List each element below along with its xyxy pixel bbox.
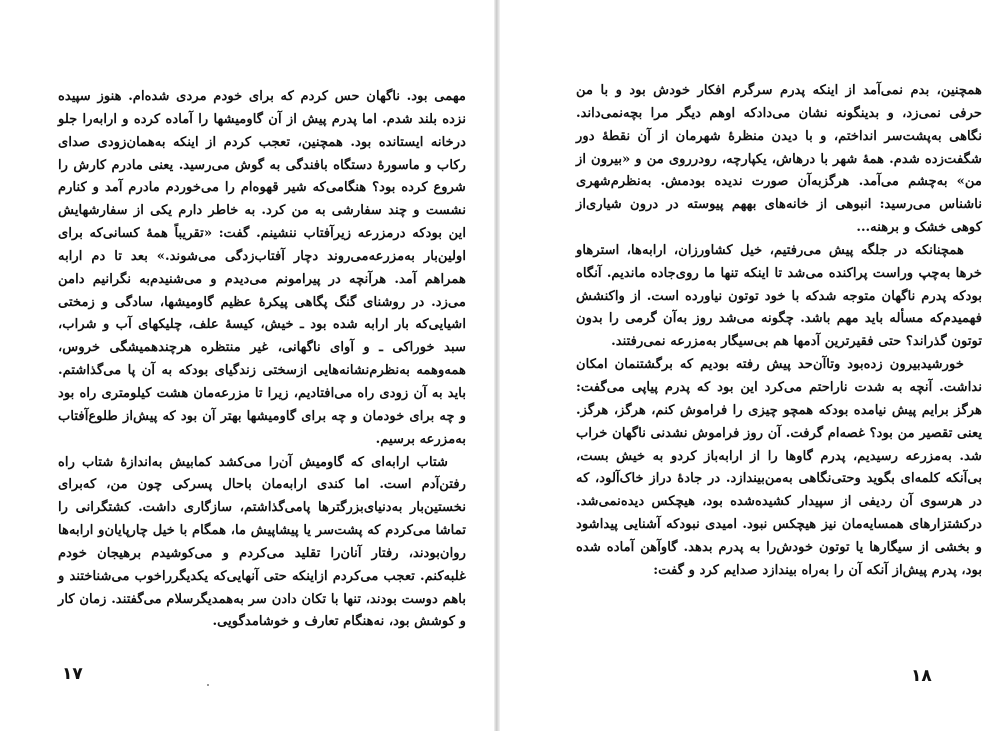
left-page	[0, 0, 494, 731]
page-number-right: ۱۸	[911, 666, 932, 686]
page-number-left: ۱۷	[62, 664, 83, 684]
left-paragraph-1: مهمی بود. ناگهان حس کردم که برای خودم مردی شده‌ام. هنوز سپیده نزده بلند شدم. اما پدرم پیش از آن گاومیشها را آماده کرده و ارابه‌را جلو درخانه ایستانده بود. همچنین، تعجب کردم از اینکه به‌همان‌زودی صدای رکاب و ماسورهٔ دستگاه بافندگی به گوش می‌رسید. یعنی مادرم کارش را شروع کرده بود؟ هنگامی‌که شیر قهوه‌ام را می‌خوردم مادرم آمد و کنارم نشست و چند سفارشی به من کرد. به خاطر دارم یکی از سفارشهایش این بودکه درمزرعه زیرآفتاب ننشینم. گفت: «تقریباً همهٔ کسانی‌که برای اولین‌بار به‌مزرعه‌می‌روند دچار آفتاب‌زدگی می‌شوند.» بعد تا دم ارابه همراهم آمد. هرآنچه در پیرامونم می‌دیدم و می‌شنیدم‌به نگرانیم دامن می‌زد. در روشنای گنگ پگاهی پیکرهٔ عظیم گاومیشها، سادگی و زمختی اشیایی‌که بار ارابه شده بود ـ خیش، کیسهٔ علف، چلیکهای آب و شراب، سبد خوراکی ـ و آوای ناگهانی، غیر منتظره هرچندهمیشگی خروس، همه‌وهمه به‌نظرم‌نشانه‌هایی ازسختی زندگیای بودکه به آن پا می‌گذاشتم. باید به آن زودی راه می‌افتادیم، زیرا تا مزرعه‌مان هشت کیلومتری راه بود و چه برای خودمان و چه برای گاومیشها بهتر آن بود که پیش‌از طلوع‌آفتاب به‌مزرعه برسیم.	[58, 89, 466, 447]
left-paragraph-2: شتاب ارابه‌ای که گاومیش آن‌را می‌کشد کمابیش به‌اندازهٔ شتاب راه رفتن‌آدم است. اما کندی ارابه‌مان باحال پسرکی چون من، که‌برای نخستین‌بار به‌دنیای‌بزرگترها پامی‌گذاشتم، سازگاری داشت. کشتگرانی را تماشا می‌کردم که پشت‌سر یا پیشاپیش ما، همگام با خیل چارپایان‌و ارابه‌ها روان‌بودند، رفتار آنان‌را تقلید می‌کردم و می‌کوشیدم برهیجان خودم غلبه‌کنم. تعجب می‌کردم ازاینکه حتی آنهایی‌که یکدیگرراخوب می‌شناختند و باهم دوست بودند، تنها با تکان دادن سر به‌همدیگرسلام می‌گفتند. زمان کار و کوشش بود، نه‌هنگام تعارف و خوشامدگویی.	[58, 454, 466, 630]
right-page	[500, 0, 1007, 731]
right-paragraph-3: خورشیدبیرون زده‌بود وتاآن‌حد پیش رفته بودیم که برگشتنمان امکان نداشت. آنچه به شدت ناراحتم می‌کرد این بود که پدرم پیاپی می‌گفت: هرگز برایم پیش نیامده بودکه همچو چیزی را فراموش کنم، هرگز، هرگز. یعنی تقصیر من بود؟ غصه‌ام گرفت. آن روز فراموش نشدنی ناگهان خراب شد. به‌مزرعه رسیدیم، پدرم گاوها را از ارابه‌باز کردو به خیش بست، بی‌آنکه کلمه‌ای بگوید وحتی‌نگاهی به‌من‌بیندازد. در جادهٔ دراز خاک‌آلود، که در هرسوی آن ردیفی از سپیدار کشیده‌شده بود، هیچکس دیده‌نمی‌شد. درکشتزارهای همسایه‌مان نیز هیچکس نبود. امیدی نبودکه آشنایی پیداشود و بخشی از سیگارها یا توتون خودش‌را به پدرم بدهد. گاوآهن آماده شده بود، پدرم پیش‌از آنکه آن را به‌راه بیندازد صدایم کرد و گفت:	[576, 357, 982, 578]
left-page-text	[58, 86, 466, 634]
right-paragraph-2: همچنانکه در جلگه پیش می‌رفتیم، خیل کشاورزان، ارابه‌ها، استرهاو خرها به‌چپ وراست پراکنده می‌شد تا اینکه تنها ما روی‌جاده ماندیم. آنگاه بودکه پدرم ناگهان متوجه شدکه با خود توتون نیاورده است. از واکنشش فهمیدم‌که مسأله باید مهم باشد. چگونه می‌شد روز به‌آن گرمی را بدون توتون گذراند؟ حتی فقیرترین آدمها هم بی‌سیگار به‌مزرعه نمی‌رفتند.	[576, 242, 982, 350]
right-paragraph-1: همچنین، بدم نمی‌آمد از اینکه پدرم سرگرم افکار خودش بود و با من حرفی نمی‌زد، و بدینگونه نشان می‌دادکه اوهم دیگر مرا بچه‌نمی‌داند. نگاهی به‌پشت‌سر انداختم، و با دیدن منظرهٔ شهرمان از آن نقطهٔ دور شگفت‌زده شدم. همهٔ شهر با درهاش، یکپارچه، رودرروی من و «بیرون از من» به‌چشم می‌آمد. هرگزبه‌آن صورت ندیده بودمش. به‌نظرم‌شهری ناشناس می‌رسید: انبوهی از خانه‌های بههم پیوسته در درون شیاری‌از کوهی خشک و برهنه...	[576, 83, 982, 236]
scan-speck	[207, 684, 209, 686]
right-page-text	[576, 80, 982, 583]
